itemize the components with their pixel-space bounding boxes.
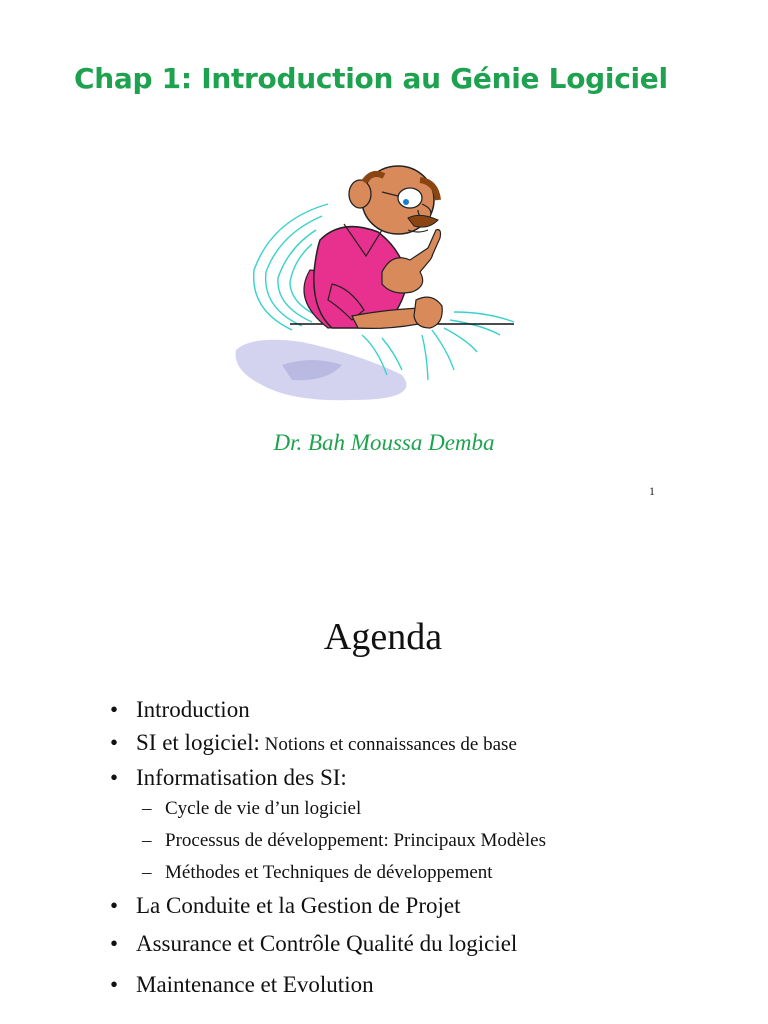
bullet-icon: • — [110, 730, 119, 755]
agenda-item-qualite — [110, 932, 546, 955]
thinking-man-clipart-icon — [232, 160, 532, 410]
agenda-item-informatisation — [110, 766, 546, 789]
agenda-item-label: Assurance et Contrôle Qualité du logiciel — [136, 931, 518, 956]
agenda-item-label: Introduction — [136, 697, 250, 722]
agenda-subitem — [110, 799, 546, 818]
agenda-item-label: SI et logiciel: — [136, 730, 260, 755]
dash-icon: – — [142, 830, 152, 851]
slide-2 — [0, 560, 768, 1024]
agenda-item-suffix: Notions et connaissances de base — [259, 734, 517, 755]
bullet-icon: • — [110, 972, 119, 997]
agenda-subitem-label: Processus de développement: Principaux Modèles — [165, 830, 546, 851]
agenda-item-si-logiciel — [110, 731, 546, 754]
dash-icon: – — [142, 862, 152, 883]
agenda-item-conduite-projet — [110, 894, 546, 917]
dash-icon: – — [142, 798, 152, 819]
agenda-item-label: Informatisation des SI: — [136, 765, 347, 790]
bullet-icon: • — [110, 931, 119, 956]
author-name: Dr. Bah Moussa Demba — [273, 430, 495, 455]
bullet-icon: • — [110, 697, 119, 722]
bullet-icon: • — [110, 765, 119, 790]
agenda-item-introduction — [110, 698, 546, 721]
bullet-icon: • — [110, 893, 119, 918]
agenda-subitem-label: Cycle de vie d’un logiciel — [165, 798, 362, 819]
page-number: 1 — [649, 484, 655, 498]
agenda-subitem-label: Méthodes et Techniques de développement — [165, 862, 493, 883]
agenda-subitem — [110, 863, 546, 882]
slide-title: Chap 1: Introduction au Génie Logiciel — [74, 62, 668, 95]
agenda-item-label: La Conduite et la Gestion de Projet — [136, 893, 461, 918]
agenda-item-label: Maintenance et Evolution — [136, 972, 374, 997]
agenda-list — [110, 698, 546, 996]
agenda-subitem — [110, 831, 546, 850]
agenda-item-maintenance — [110, 973, 546, 996]
agenda-title: Agenda — [323, 616, 443, 658]
